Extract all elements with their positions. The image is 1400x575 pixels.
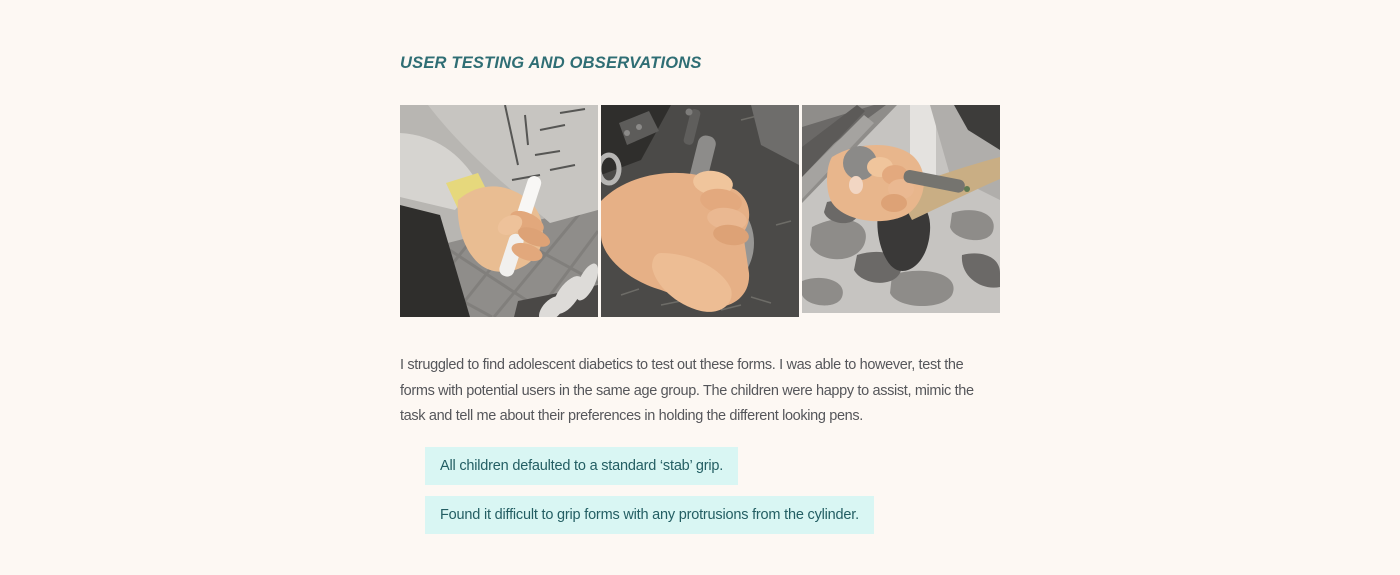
- paragraph-line: I struggled to find adolescent diabetics to test out these forms. I was able to however, test the: [400, 357, 964, 373]
- photo-white-pen-open-hand-image: [400, 105, 598, 317]
- paragraph-line: forms with potential users in the same age group. The children were happy to assist, mimic the: [400, 382, 974, 399]
- observations-paragraph: [400, 353, 1002, 430]
- photo-white-pen-open-hand: [400, 105, 598, 317]
- observation-callouts: [425, 447, 1002, 534]
- photo-bulb-pen-fist-grip-image: [601, 105, 799, 317]
- callout-stab-grip: All children defaulted to a standard ‘stab’ grip.: [425, 447, 738, 485]
- paragraph-line: task and tell me about their preferences in holding the different looking pens.: [400, 408, 863, 425]
- article-section: [400, 0, 1002, 545]
- callout-protrusions: Found it difficult to grip forms with any protrusions from the cylinder.: [425, 496, 874, 534]
- section-heading: USER TESTING AND OBSERVATIONS: [400, 54, 702, 72]
- photo-ball-top-pen-fist-image: [802, 105, 1000, 313]
- photo-ball-top-pen-fist: [802, 105, 1000, 313]
- photo-gallery: [400, 105, 1000, 317]
- photo-bulb-pen-fist-grip: [601, 105, 799, 317]
